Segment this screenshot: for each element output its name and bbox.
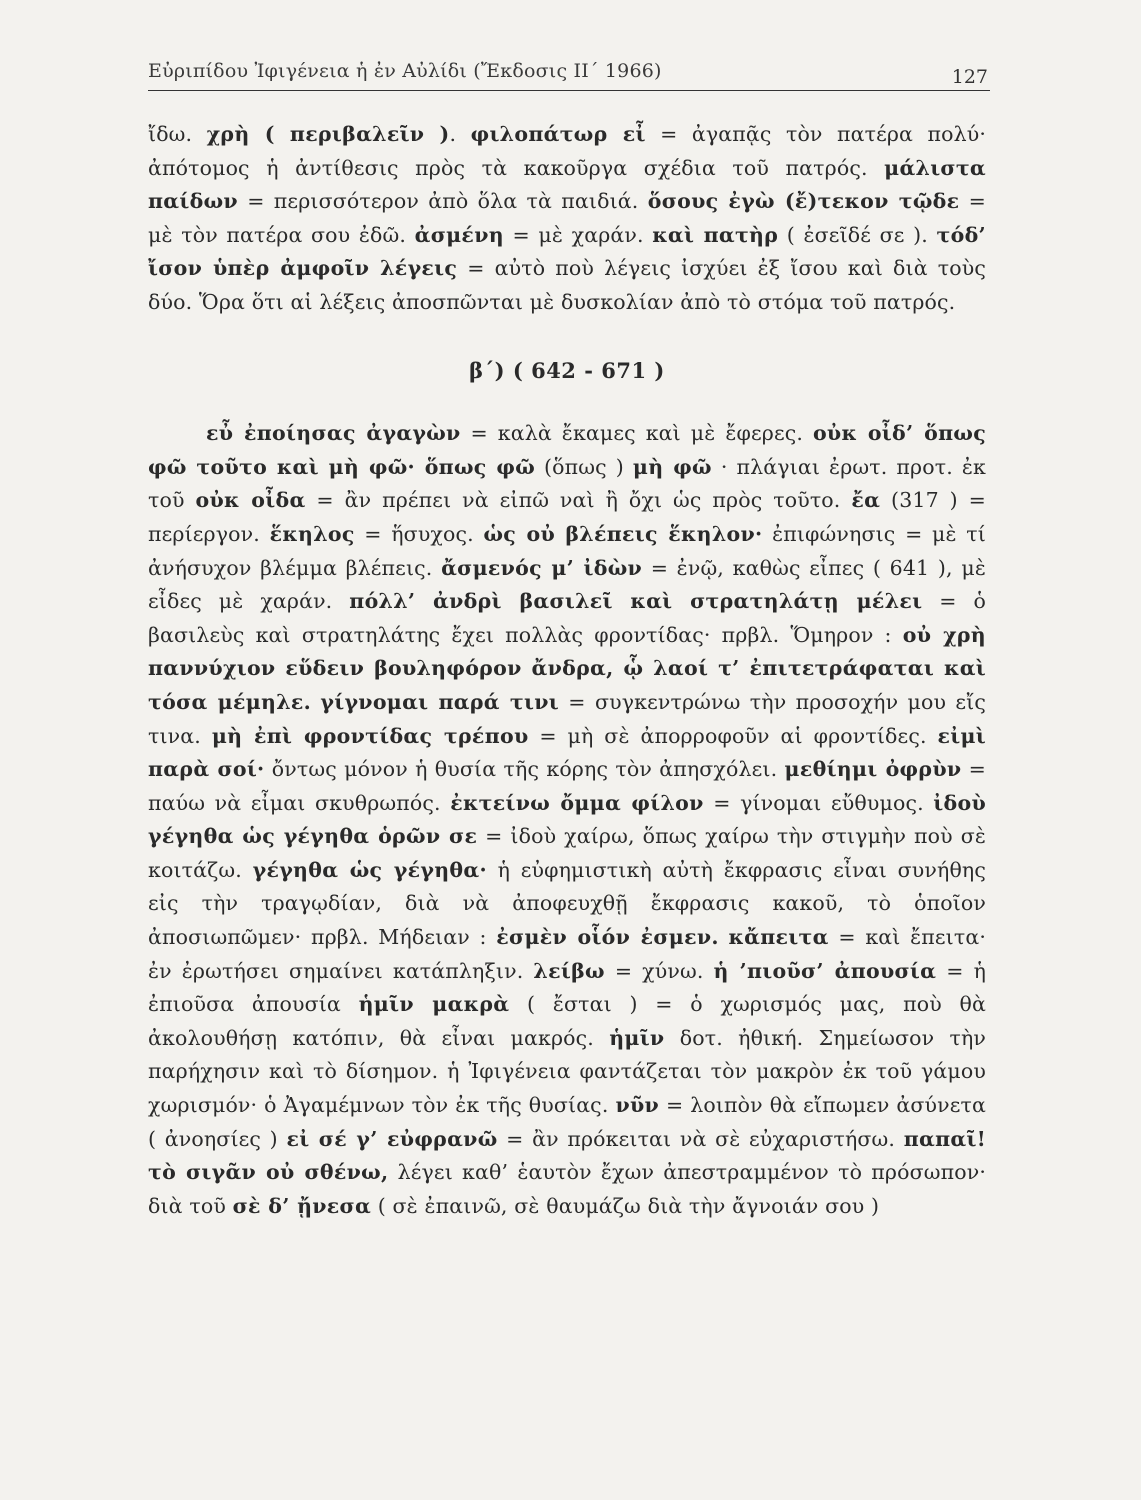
gloss-text: = γίνομαι εὔθυμος. xyxy=(703,790,934,815)
gloss-text: δοτ. ἠθική. Σημείωσον τὴν παρήχησιν καὶ τὸ δίσημον. ἡ Ἰφιγένεια φαντάζεται τὸν μακρὸν ἐκ τοῦ γάμου χωρισμόν· ὁ Ἀγαμέμνων τὸν ἐκ τῆς θυσίας. xyxy=(148,1025,986,1118)
gloss-text: = ἂν πρέπει νὰ εἰπῶ ναὶ ἢ ὄχι ὡς πρὸς τοῦτο. xyxy=(305,488,852,513)
gloss-text xyxy=(311,690,320,714)
gloss-text: = περισσότερον ἀπὸ ὅλα τὰ παιδιά. xyxy=(237,189,648,214)
gloss-text: ἡ εὐφημιστικὴ αὐτὴ ἔκφρασις εἶναι συνήθης εἰς τὴν τραγῳδίαν, διὰ νὰ ἀποφευχθῇ ἔκφρασις κακοῦ, τὸ ὁποῖον ἀποσιωπῶμεν· πρβλ. Μήδειαν : xyxy=(148,857,986,950)
lemma: χρὴ ( περιβαλεῖν ) xyxy=(206,122,450,146)
gloss-text: = λοιπὸν θὰ εἴπωμεν ἀσύνετα ( ἀνοησίες ) xyxy=(148,1093,986,1151)
gloss-text: = χύνω. xyxy=(604,958,714,983)
gloss-text: = ὁ βασιλεὺς καὶ στρατηλάτης ἔχει πολλὰς φροντίδας· πρβλ. Ὅμηρον : xyxy=(148,589,987,647)
gloss-text: = ἰδοὺ χαίρω, ὅπως χαίρω τὴν στιγμὴν ποὺ σὲ κοιτάζω. xyxy=(148,824,986,882)
running-header xyxy=(148,56,990,91)
gloss-text: = καλὰ ἔκαμες καὶ μὲ ἔφερες. xyxy=(460,421,813,446)
gloss-text: ( ἐσεῖδέ σε ). xyxy=(778,222,937,247)
lemma: γέγηθα ὡς γέγηθα· xyxy=(252,857,487,882)
gloss-text: · πλάγιαι ἐρωτ. προτ. ἐκ τοῦ xyxy=(148,454,986,513)
lemma: ὡς οὐ βλέπεις ἕκηλον· xyxy=(483,521,763,546)
lemma: μὴ φῶ xyxy=(632,454,712,479)
gloss-text: λέγει καθ’ ἑαυτὸν ἔχων ἀπεστραμμένον τὸ πρόσωπον· διὰ τοῦ xyxy=(148,1160,986,1218)
gloss-text: ὄντως μόνον ἡ θυσία τῆς κόρης τὸν ἀπησχόλει. xyxy=(264,757,785,782)
commentary-paragraph-2 xyxy=(148,417,986,1223)
gloss-text: = αὐτὸ ποὺ λέγεις ἰσχύει ἐξ ἴσου καὶ διὰ τοὺς δύο. Ὅρα ὅτι αἱ λέξεις ἀποσπῶνται μὲ δυσκολίαν ἀπὸ τὸ στόμα τοῦ πατρός. xyxy=(148,256,986,314)
lemma: φιλοπάτωρ εἶ xyxy=(470,122,646,146)
gloss-text: ἐπιφώνησις = μὲ τί ἀνήσυχον βλέμμα βλέπεις. xyxy=(148,521,986,580)
lemma: μεθίημι ὀφρὺν xyxy=(784,757,962,782)
lemma: ἡμῖν μακρὰ xyxy=(358,992,510,1017)
lemma: ἔα xyxy=(851,488,881,513)
lemma: οὐκ οἶδα xyxy=(195,488,306,513)
gloss-text: (ὅπως ) xyxy=(535,454,633,479)
gloss-text: = ἥσυχος. xyxy=(354,521,484,546)
lemma: ἡμῖν xyxy=(609,1025,665,1050)
lemma: παπαῖ! τὸ σιγᾶν οὐ σθένω, xyxy=(148,1126,986,1185)
lemma: εἰ σέ γ’ εὐφρανῶ xyxy=(286,1126,498,1151)
gloss-text: = μὲ χαράν. xyxy=(503,222,653,247)
lemma: ἄσμενός μ’ ἰδὼν xyxy=(441,555,643,580)
lemma: σὲ δ’ ᾔνεσα xyxy=(232,1193,372,1218)
gloss-text: = μὴ σὲ ἀπορροφοῦν αἱ φροντίδες. xyxy=(528,723,938,748)
gloss-text: = ἐνῷ, καθὼς εἶπες ( 641 ), μὲ εἶδες μὲ χαράν. xyxy=(148,555,986,614)
gloss-text: ( ἔσται ) = ὁ χωρισμός μας, ποὺ θὰ ἀκολουθήσῃ κατόπιν, θὰ εἶναι μακρός. xyxy=(148,992,986,1050)
lemma: μάλιστα παίδων xyxy=(148,155,986,214)
gloss-text: ἴδω. xyxy=(148,122,207,146)
lemma: ἀσμένη xyxy=(414,222,504,247)
page-number: 127 xyxy=(951,66,988,88)
lemma: εὖ ἐποίησας ἀγαγὼν xyxy=(206,421,461,446)
lemma: νῦν xyxy=(615,1093,660,1118)
gloss-text: . xyxy=(449,122,471,146)
gloss-text: = ἡ ἐπιοῦσα ἀπουσία xyxy=(148,958,987,1017)
gloss-text: (317 ) = περίεργον. xyxy=(148,488,987,546)
lemma: καὶ πατὴρ xyxy=(652,222,779,247)
gloss-text: = καὶ ἔπειτα· ἐν ἐρωτήσει σημαίνει κατάπληξιν. xyxy=(148,925,987,983)
lemma: οὐκ οἶδ’ ὅπως φῶ τοῦτο καὶ μὴ φῶ· ὅπως φῶ xyxy=(148,421,986,479)
commentary-body xyxy=(148,118,986,1223)
gloss-text: ( σὲ ἐπαινῶ, σὲ θαυμάζω διὰ τὴν ἄγνοιάν σου ) xyxy=(371,1193,880,1218)
gloss-text: = ἂν πρόκειται νὰ σὲ εὐχαριστήσω. xyxy=(497,1126,904,1151)
lemma: ἡ ’πιοῦσ’ ἀπουσία xyxy=(713,958,937,983)
section-heading: β΄) ( 642 - 671 ) xyxy=(469,357,665,383)
lemma: πόλλ’ ἀνδρὶ βασιλεῖ καὶ στρατηλάτῃ μέλει xyxy=(349,589,923,614)
running-title: Εὐριπίδου Ἰφιγένεια ἡ ἐν Αὐλίδι (Ἔκδοσις ΙΙ΄ 1966) xyxy=(148,60,662,82)
lemma: μὴ ἐπὶ φροντίδας τρέπου xyxy=(211,723,529,748)
gloss-text: = μὲ τὸν πατέρα σου ἐδῶ. xyxy=(148,189,986,247)
lemma: ἰδοὺ γέγηθα ὡς γέγηθα ὁρῶν σε xyxy=(148,790,986,849)
lemma: ἐσμὲν οἷόν ἐσμεν. xyxy=(496,925,719,950)
lemma: λείβω xyxy=(533,958,605,983)
lemma: γίγνομαι παρά τινι xyxy=(320,689,559,714)
lemma: κἄπειτα xyxy=(728,925,829,950)
gloss-text: = παύω νὰ εἶμαι σκυθρωπός. xyxy=(148,757,986,815)
lemma: οὐ χρὴ παννύχιον εὕδειν βουληφόρον ἄνδρα, ᾧ λαοί τ’ ἐπιτετράφαται καὶ τόσα μέμηλε. xyxy=(148,622,987,714)
gloss-text: = ἀγαπᾷς τὸν πατέρα πολύ· ἀπότομος ἡ ἀντίθεσις πρὸς τὰ κακοῦργα σχέδια τοῦ πατρός. xyxy=(148,122,986,180)
lemma: ὅσους ἐγὼ (ἔ)τεκον τῷδε xyxy=(647,189,960,214)
lemma: ἕκηλος xyxy=(269,521,355,546)
lemma: εἰμὶ παρὰ σοί· xyxy=(148,723,986,782)
lemma: ἐκτείνω ὄμμα φίλον xyxy=(450,790,704,815)
commentary-paragraph-1 xyxy=(148,118,986,320)
gloss-text: = συγκεντρώνω τὴν προσοχήν μου εἴς τινα. xyxy=(148,689,986,748)
lemma: τόδ’ ἴσον ὑπὲρ ἀμφοῖν λέγεις xyxy=(148,222,986,281)
